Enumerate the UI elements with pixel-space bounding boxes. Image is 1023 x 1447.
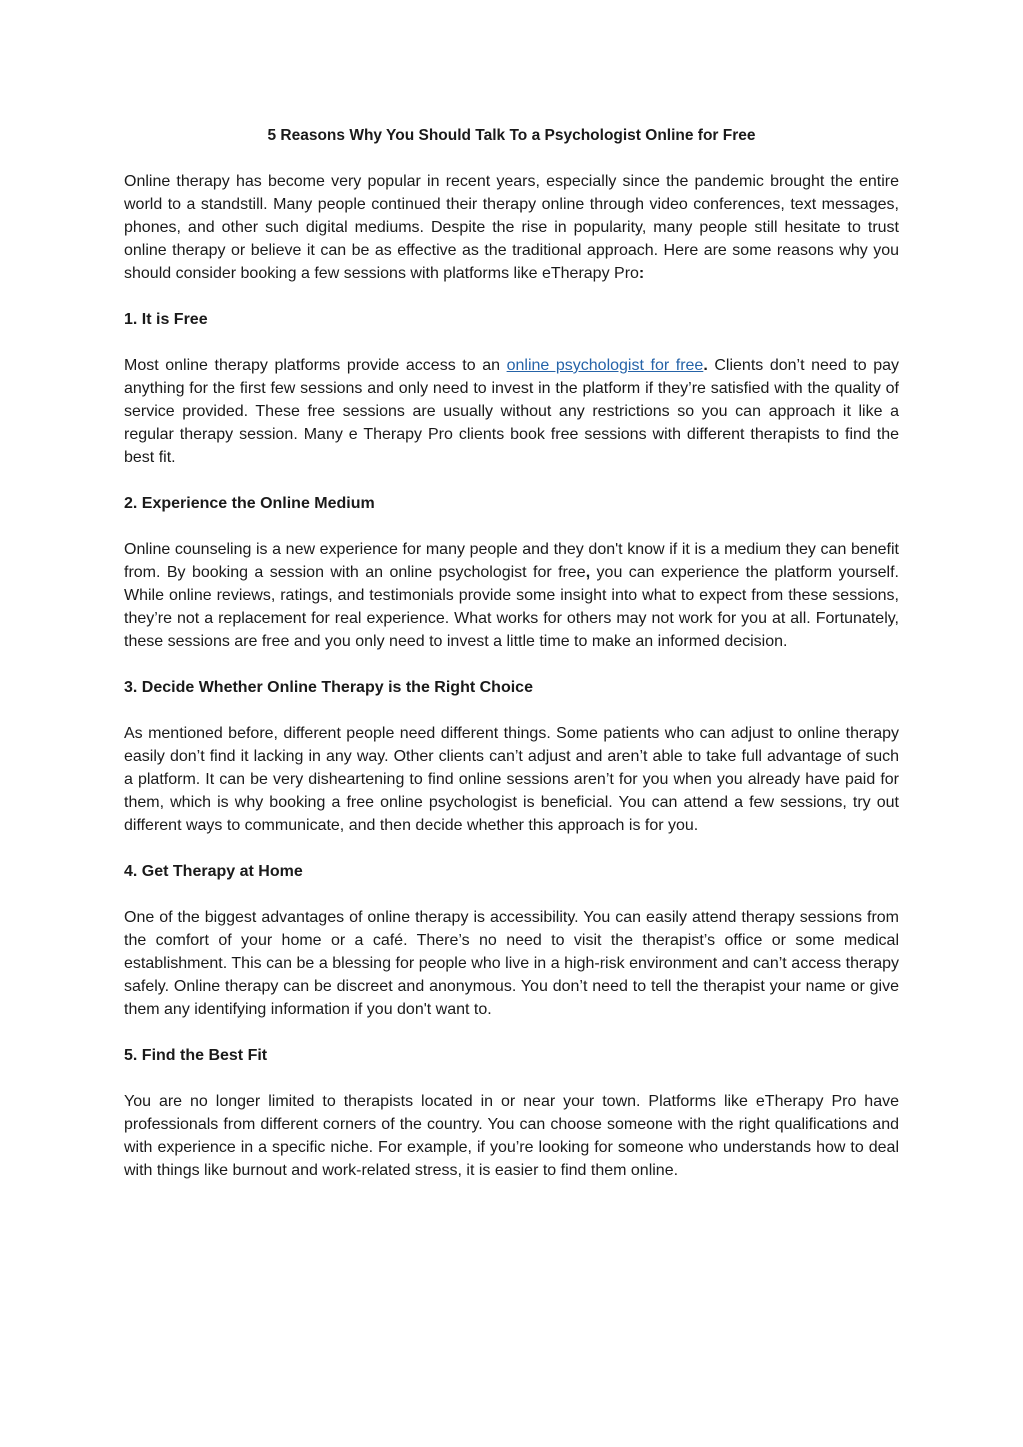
section-2-paragraph xyxy=(124,538,899,653)
section-2-text-before-comma: Online counseling is a new experience for many people and they don't know if it is a medium they can benefit from. By booking a session with an online psychologist for free xyxy=(124,541,899,581)
section-4-heading: 4. Get Therapy at Home xyxy=(124,863,303,880)
section-1-text-after-link: Clients don’t need to pay anything for the first few sessions and only need to invest in the platform if they’re satisfied with the quality of service provided. These free sessions are usually without any restrictions so you can approach it like a regular therapy session. Many e Therapy Pro clients book free sessions with different therapists to find the best fit. xyxy=(124,357,900,466)
document-title: 5 Reasons Why You Should Talk To a Psychologist Online for Free xyxy=(267,127,756,144)
section-1-heading: 1. It is Free xyxy=(124,311,208,328)
section-1-paragraph xyxy=(124,354,899,469)
section-1-link-period: . xyxy=(703,357,708,374)
section-5-heading: 5. Find the Best Fit xyxy=(124,1047,268,1064)
section-2-heading: 2. Experience the Online Medium xyxy=(124,495,375,512)
online-psychologist-link[interactable]: online psychologist for free xyxy=(506,357,704,374)
section-2-text-after-comma: you can experience the platform yourself. While online reviews, ratings, and testimonials provide some insight into what to expect from these sessions, they’re not a replacement for real experience. What works for others may not work for you at all. Fortunately, these sessions are free and you only need to invest a little time to make an informed decision. xyxy=(124,564,899,650)
section-3-paragraph: As mentioned before, different people need different things. Some patients who can adjust to online therapy easily don’t find it lacking in any way. Other clients can’t adjust and aren’t able to take full advantage of such a platform. It can be very disheartening to find online sessions aren’t for you when you already have paid for them, which is why booking a free online psychologist is beneficial. You can attend a few sessions, try out different ways to communicate, and then decide whether this approach is for you. xyxy=(124,725,899,834)
section-3-heading: 3. Decide Whether Online Therapy is the Right Choice xyxy=(124,679,533,696)
document-page xyxy=(124,124,899,1205)
section-2-bold-comma: , xyxy=(585,564,591,581)
section-4-paragraph: One of the biggest advantages of online therapy is accessibility. You can easily attend therapy sessions from the comfort of your home or a café. There’s no need to visit the therapist’s office or some medical establishment. This can be a blessing for people who live in a high-risk environment and can’t access therapy safely. Online therapy can be discreet and anonymous. You don’t need to tell the therapist your name or give them any identifying information if you don't want to. xyxy=(124,909,899,1018)
section-5-paragraph: You are no longer limited to therapists located in or near your town. Platforms like eTherapy Pro have professionals from different corners of the country. You can choose someone with the right qualifications and with experience in a specific niche. For example, if you’re looking for someone who understands how to deal with things like burnout and work-related stress, it is easier to find them online. xyxy=(124,1093,899,1179)
section-1-text-before-link: Most online therapy platforms provide access to an xyxy=(124,357,507,374)
intro-colon: : xyxy=(638,265,645,282)
intro-text: Online therapy has become very popular in recent years, especially since the pandemic brought the entire world to a standstill. Many people continued their therapy online through video conferences, text messages, phones, and other such digital mediums. Despite the rise in popularity, many people still hesitate to trust online therapy or believe it can be as effective as the traditional approach. Here are some reasons why you should consider booking a few sessions with platforms like eTherapy Pro xyxy=(124,173,899,282)
intro-paragraph xyxy=(124,170,899,285)
